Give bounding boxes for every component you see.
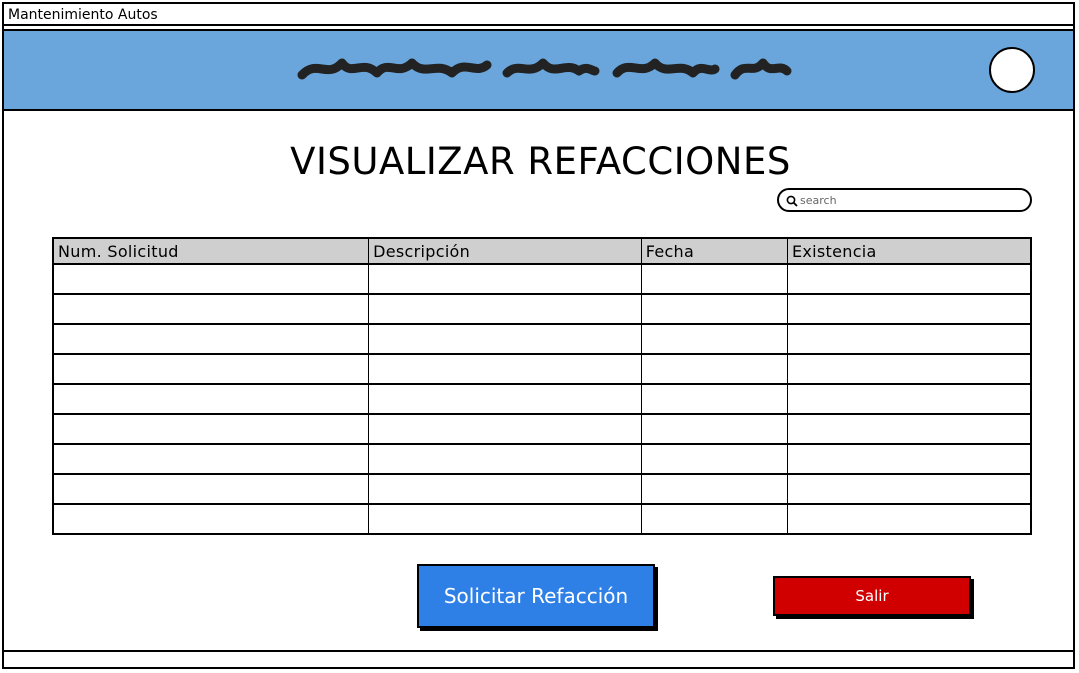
table-cell <box>641 324 787 354</box>
table-cell <box>53 474 369 504</box>
table-cell <box>641 414 787 444</box>
table-row[interactable] <box>53 294 1031 324</box>
table-cell <box>53 414 369 444</box>
table-cell <box>787 384 1031 414</box>
search-box[interactable] <box>777 188 1032 212</box>
table-cell <box>53 384 369 414</box>
table-cell <box>641 294 787 324</box>
table-cell <box>53 444 369 474</box>
table-cell <box>641 384 787 414</box>
table-cell <box>53 324 369 354</box>
table-cell <box>369 324 642 354</box>
table-cell <box>641 444 787 474</box>
table-row[interactable] <box>53 384 1031 414</box>
column-header-num-solicitud[interactable]: Num. Solicitud <box>53 238 369 264</box>
table-cell <box>369 444 642 474</box>
table-cell <box>787 474 1031 504</box>
search-icon <box>786 195 798 207</box>
refacciones-table <box>52 237 1032 535</box>
salir-button[interactable]: Salir <box>773 576 971 616</box>
table-cell <box>369 264 642 294</box>
table-cell <box>641 354 787 384</box>
table-cell <box>53 294 369 324</box>
table-cell <box>369 384 642 414</box>
table-row[interactable] <box>53 414 1031 444</box>
table-row[interactable] <box>53 264 1031 294</box>
column-header-existencia[interactable]: Existencia <box>787 238 1031 264</box>
table-cell <box>787 444 1031 474</box>
table-cell <box>787 414 1031 444</box>
table-row[interactable] <box>53 324 1031 354</box>
page-title: VISUALIZAR REFACCIONES <box>290 140 791 183</box>
table-cell <box>369 354 642 384</box>
table-cell <box>369 504 642 534</box>
table-cell <box>53 504 369 534</box>
table-cell <box>369 414 642 444</box>
table-cell <box>787 264 1031 294</box>
table-row[interactable] <box>53 504 1031 534</box>
table-row[interactable] <box>53 474 1031 504</box>
header-banner <box>4 29 1073 111</box>
table-cell <box>53 354 369 384</box>
window-titlebar <box>4 4 1073 26</box>
table-cell <box>369 474 642 504</box>
table-cell <box>787 294 1031 324</box>
solicitar-refaccion-button[interactable]: Solicitar Refacción <box>417 564 655 628</box>
column-header-descripcion[interactable]: Descripción <box>369 238 642 264</box>
table-row[interactable] <box>53 444 1031 474</box>
table-cell <box>641 264 787 294</box>
table-cell <box>641 504 787 534</box>
search-input[interactable] <box>800 192 1020 208</box>
column-header-fecha[interactable]: Fecha <box>641 238 787 264</box>
table-cell <box>787 324 1031 354</box>
table-cell <box>53 264 369 294</box>
scribbled-header-text <box>297 49 792 85</box>
table-cell <box>369 294 642 324</box>
window-title: Mantenimiento Autos <box>8 7 158 23</box>
table-cell <box>787 504 1031 534</box>
footer-divider <box>4 650 1073 652</box>
app-window <box>2 2 1075 669</box>
table-header-row <box>53 238 1031 264</box>
table-cell <box>787 354 1031 384</box>
user-avatar-icon[interactable] <box>989 47 1035 93</box>
table-cell <box>641 474 787 504</box>
table-row[interactable] <box>53 354 1031 384</box>
